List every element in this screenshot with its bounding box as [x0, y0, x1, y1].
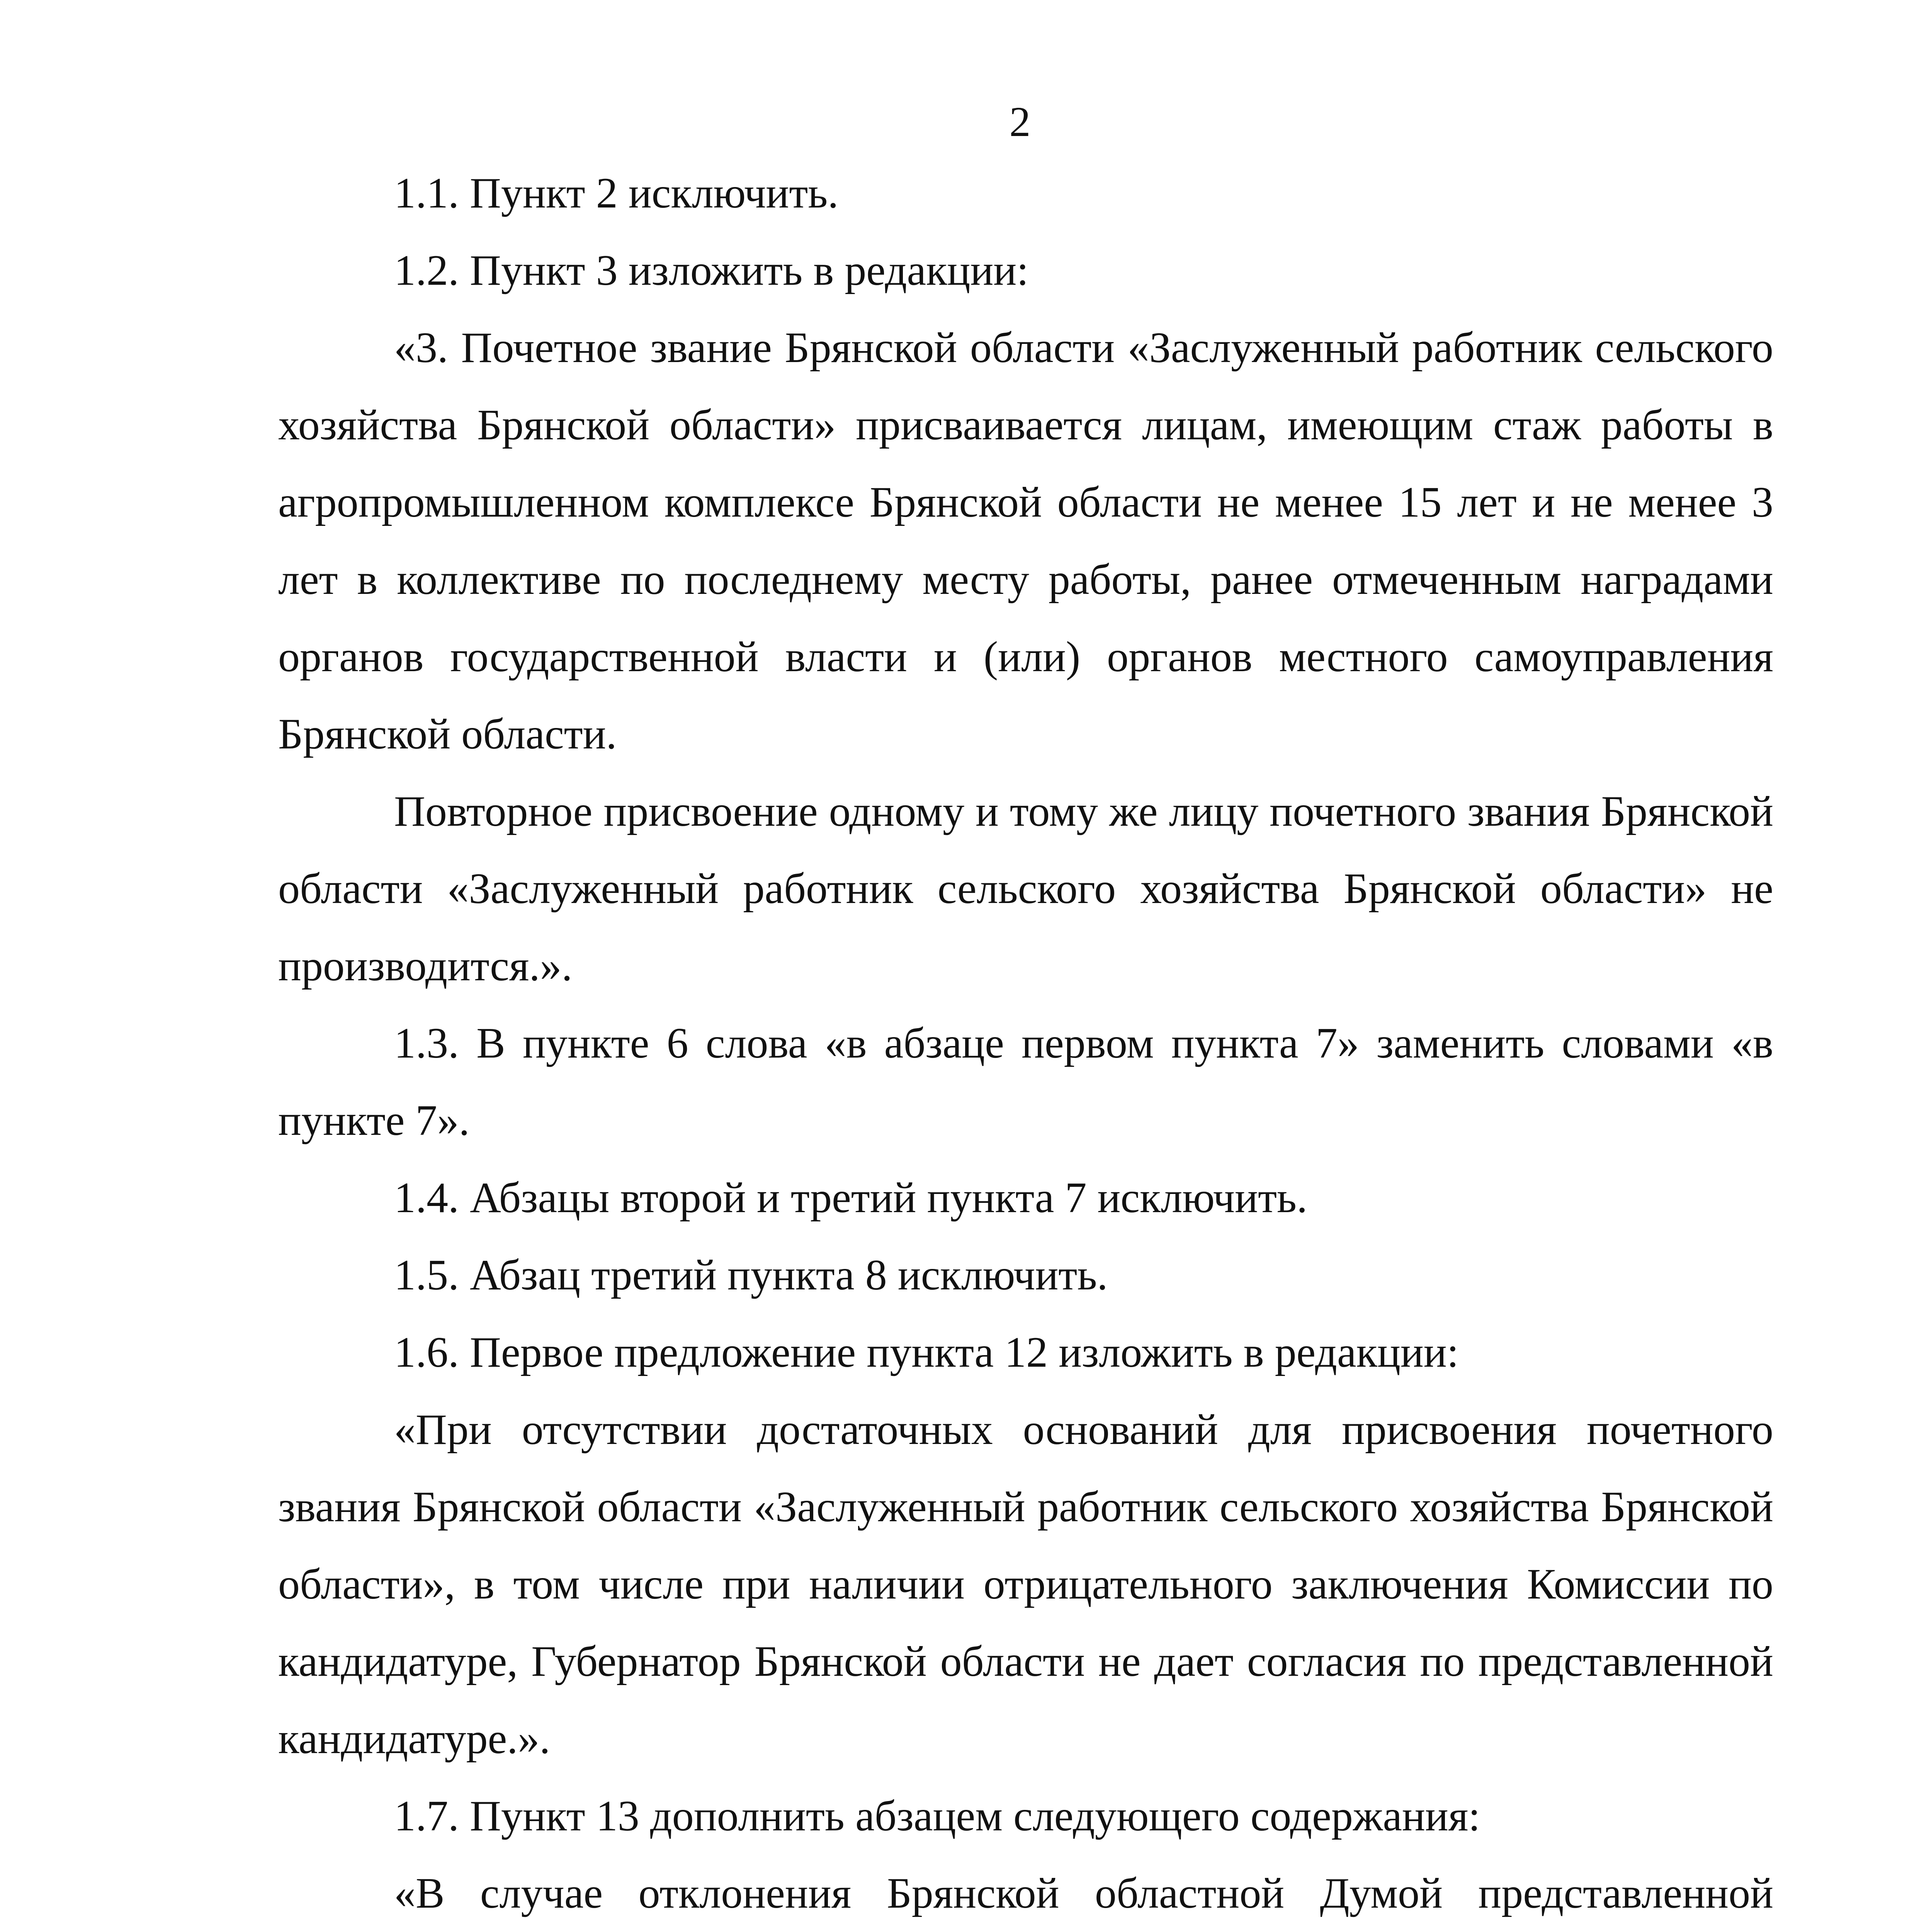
document-body: [278, 155, 1773, 1932]
paragraph-1-6: 1.6. Первое предложение пункта 12 изложить в редакции:: [394, 1328, 1459, 1376]
page-number: 2: [1009, 98, 1031, 145]
paragraph-point-3-quote: «3. Почетное звание Брянской области «Заслуженный работник сельского хозяйства Брянской области» присваивается лицам, имеющим стаж работы в агропромышленном комплексе Брянской области не менее 15 лет и не менее 3 лет в коллективе по последнему месту работы, ранее отмеченным наградами органов государственной власти и (или) органов местного самоуправления Брянской области.: [278, 324, 1773, 758]
paragraph-1-3: 1.3. В пункте 6 слова «в абзаце первом пункта 7» заменить словами «в пункте 7».: [278, 1019, 1773, 1145]
paragraph-1-1: 1.1. Пункт 2 исключить.: [394, 169, 839, 217]
paragraph-repeat-award: Повторное присвоение одному и тому же лицу почетного звания Брянской области «Заслуженный работник сельского хозяйства Брянской области» не производится.».: [278, 787, 1773, 990]
paragraph-1-2: 1.2. Пункт 3 изложить в редакции:: [394, 247, 1029, 294]
paragraph-1-5: 1.5. Абзац третий пункта 8 исключить.: [394, 1251, 1108, 1299]
paragraph-point-12-quote: «При отсутствии достаточных оснований для присвоения почетного звания Брянской области «Заслуженный работник сельского хозяйства Брянской области», в том числе при наличии отрицательного заключения Комиссии по кандидатуре, Губернатор Брянской области не дает согласия по представленной кандидатуре.».: [278, 1406, 1773, 1763]
paragraph-1-7: 1.7. Пункт 13 дополнить абзацем следующего содержания:: [394, 1792, 1480, 1840]
paragraph-point-13-quote: «В случае отклонения Брянской областной Думой представленной: [394, 1869, 1773, 1917]
paragraph-1-4: 1.4. Абзацы второй и третий пункта 7 исключить.: [394, 1174, 1308, 1222]
